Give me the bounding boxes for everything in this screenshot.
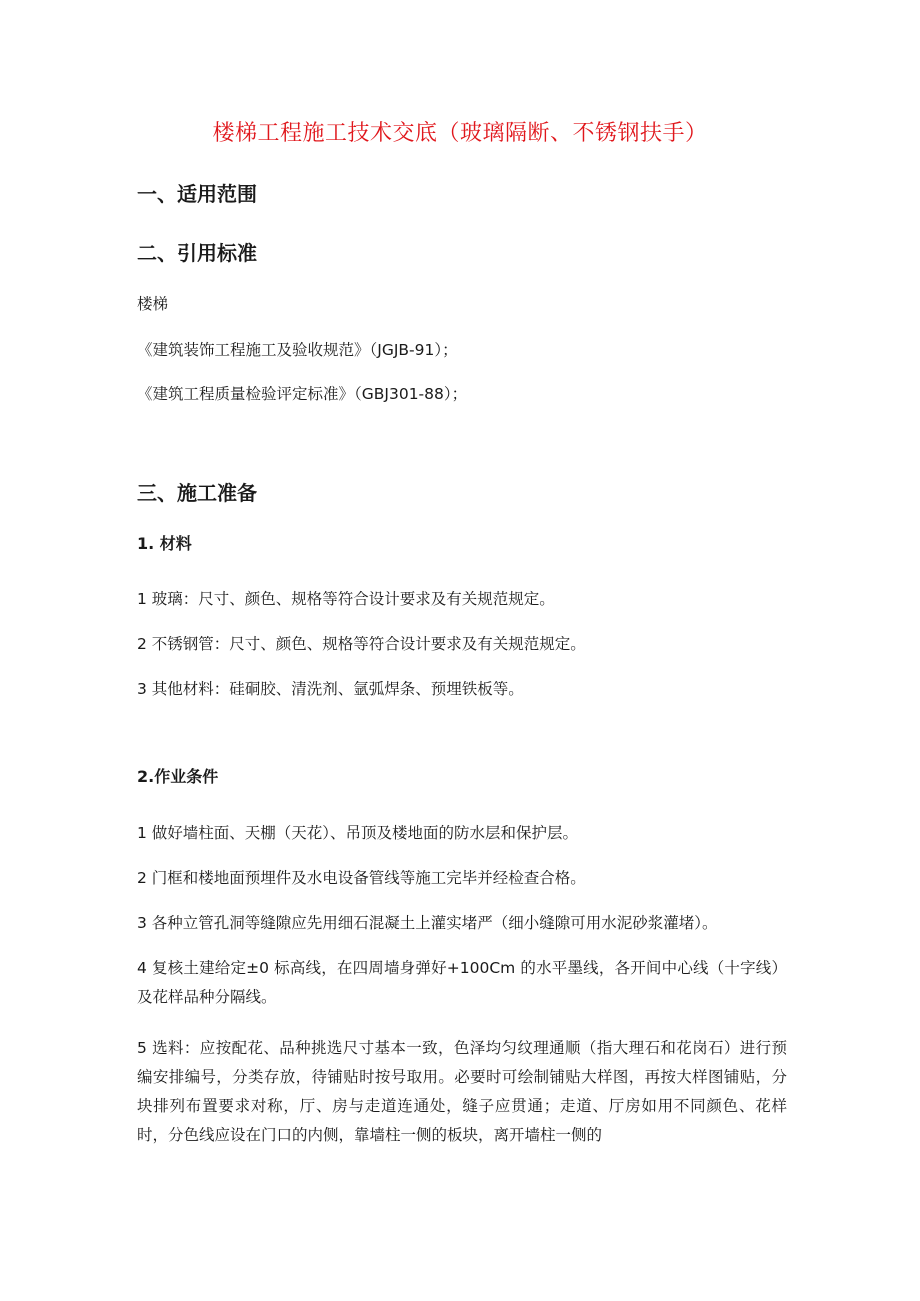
condition-item: 1 做好墙柱面、天棚（天花）、吊顶及楼地面的防水层和保护层。 (137, 824, 579, 842)
section-heading-scope: 一、适用范围 (137, 182, 257, 206)
material-item: 3 其他材料：硅硐胶、清洗剂、氩弧焊条、预埋铁板等。 (137, 680, 524, 698)
material-item: 2 不锈钢管：尺寸、颜色、规格等符合设计要求及有关规范规定。 (137, 635, 586, 653)
reference-item: 《建筑装饰工程施工及验收规范》（JGJB-91）； (137, 341, 458, 359)
reference-subject: 楼梯 (137, 295, 169, 313)
condition-item: 4 复核土建给定±0 标高线，在四周墙身弹好+100Cm 的水平墨线，各开间中心线（十字线）及花样品种分隔线。 (137, 959, 787, 1006)
section-heading-references: 二、引用标准 (137, 241, 257, 265)
subsection-heading-materials: 1. 材料 (137, 534, 192, 553)
material-item: 1 玻璃：尺寸、颜色、规格等符合设计要求及有关规范规定。 (137, 590, 555, 608)
section-heading-preparation: 三、施工准备 (137, 481, 257, 505)
reference-item: 《建筑工程质量检验评定标准》（GBJ301-88）； (137, 385, 468, 403)
condition-item: 2 门框和楼地面预埋件及水电设备管线等施工完毕并经检查合格。 (137, 869, 586, 887)
subsection-heading-work-conditions: 2.作业条件 (137, 767, 219, 786)
condition-item: 5 选料：应按配花、品种挑选尺寸基本一致，色泽均匀纹理通顺（指大理石和花岗石）进行预编安排编号，分类存放，待铺贴时按号取用。必要时可绘制铺贴大样图，再按大样图铺贴，分块排列布置要求对称，厅、房与走道连通处，缝子应贯通；走道、厅房如用不同颜色、花样时，分色线应设在门口的内侧，靠墙柱一侧的板块，离开墙柱一侧的 (137, 1039, 787, 1144)
condition-item: 3 各种立管孔洞等缝隙应先用细石混凝土上灌实堵严（细小缝隙可用水泥砂浆灌堵）。 (137, 914, 718, 932)
document-title: 楼梯工程施工技术交底（玻璃隔断、不锈钢扶手） (212, 121, 708, 146)
